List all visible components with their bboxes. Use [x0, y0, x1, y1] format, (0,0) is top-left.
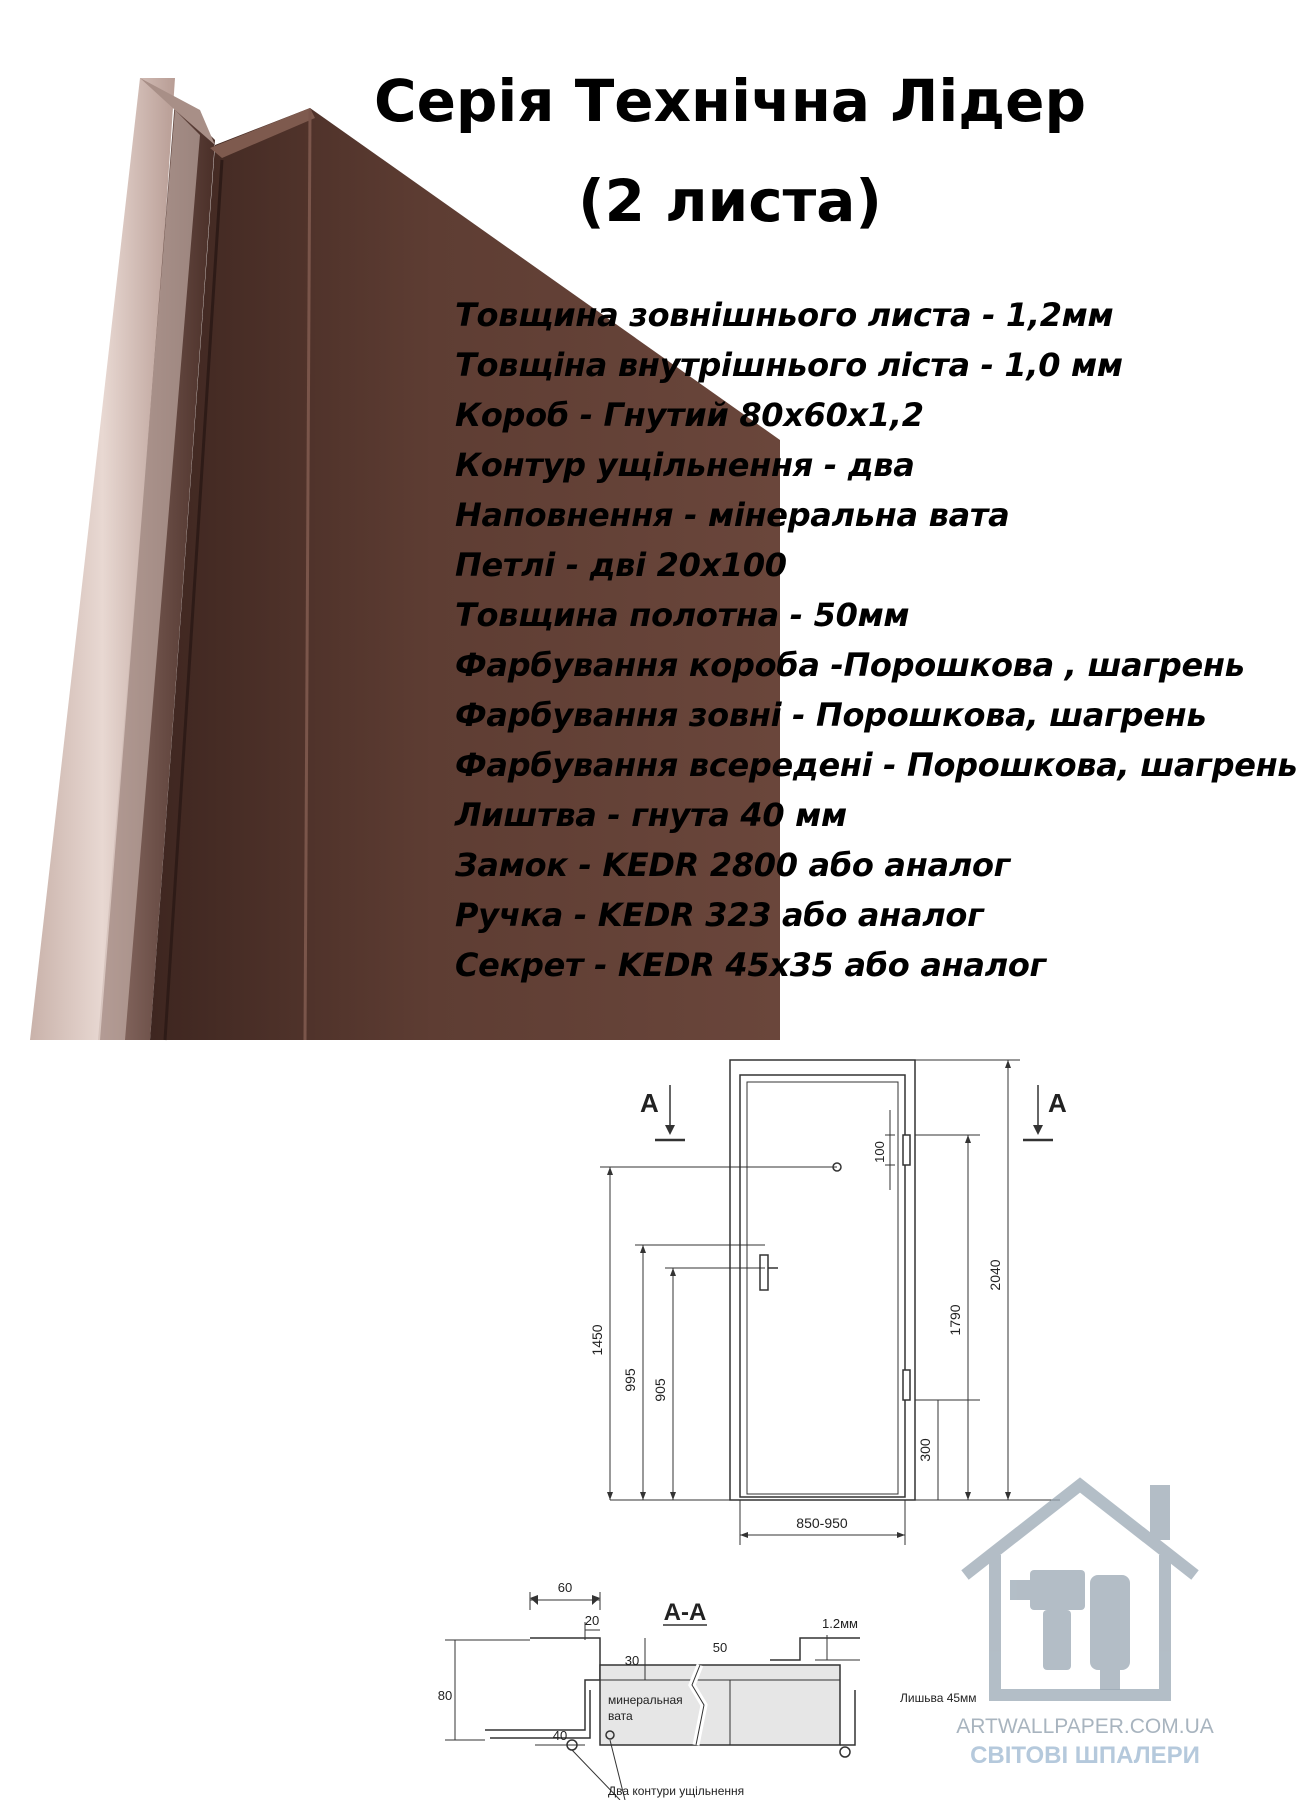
- seals-label: Два контури ущільнення: [608, 1784, 745, 1798]
- dim-20: 20: [584, 1613, 600, 1628]
- spec-item: Лиштва - гнута 40 мм: [455, 796, 847, 834]
- dim-hinge-top: 100: [872, 1141, 887, 1163]
- spec-item: Замок - KEDR 2800 або аналог: [455, 846, 1011, 884]
- section-mark-right: A: [1048, 1088, 1067, 1118]
- dim-hinge-span: 1790: [947, 1304, 963, 1336]
- watermark-tagline: СВІТОВІ ШПАЛЕРИ: [970, 1742, 1200, 1769]
- spec-item: Товщіна внутрішнього ліста - 1,0 мм: [455, 346, 1123, 384]
- dim-sheet-thickness: 1.2мм: [822, 1616, 858, 1631]
- wool-label-line2: вата: [608, 1709, 633, 1723]
- wool-label: минеральная: [608, 1693, 683, 1707]
- dim-total-height: 2040: [987, 1259, 1003, 1291]
- dim-50: 50: [712, 1640, 728, 1655]
- page-subtitle: (2 листа): [578, 167, 882, 235]
- spec-item: Короб - Гнутий 80х60х1,2: [455, 396, 924, 434]
- dim-peephole-height: 1450: [589, 1324, 605, 1356]
- spec-item: Фарбування короба -Порошкова , шагрень: [455, 646, 1245, 684]
- dim-hinge-bottom: 300: [917, 1438, 933, 1462]
- section-title: А-А: [663, 1599, 707, 1626]
- casing-label: Лишьва 45мм: [900, 1691, 977, 1705]
- spec-item: Товщина полотна - 50мм: [455, 596, 910, 634]
- spec-item: Фарбування зовні - Порошкова, шагрень: [455, 696, 1207, 734]
- spec-item: Ручка - KEDR 323 або аналог: [455, 896, 984, 934]
- dim-lock-height: 995: [622, 1368, 638, 1392]
- page-title: Серія Технічна Лідер: [374, 67, 1086, 135]
- dim-40: 40: [552, 1728, 568, 1743]
- spec-item: Фарбування всередені - Порошкова, шагрень: [455, 746, 1297, 784]
- spec-item: Товщина зовнішнього листа - 1,2мм: [455, 296, 1114, 334]
- spec-item: Контур ущільнення - два: [455, 446, 915, 484]
- dim-handle-height: 905: [652, 1378, 668, 1402]
- dim-60: 60: [557, 1580, 573, 1595]
- dim-80: 80: [437, 1688, 453, 1703]
- watermark-site: ARTWALLPAPER.COM.UA: [956, 1715, 1214, 1738]
- section-mark-left: A: [640, 1088, 659, 1118]
- dim-30: 30: [624, 1653, 640, 1668]
- door-frame-outline: [730, 1060, 915, 1500]
- spec-item: Наповнення - мінеральна вата: [455, 496, 1010, 534]
- spec-list: [455, 290, 1297, 990]
- handle-marker: [760, 1255, 768, 1290]
- dim-width: 850-950: [796, 1515, 848, 1531]
- spec-item: Секрет - KEDR 45х35 або аналог: [455, 946, 1046, 984]
- spec-item: Петлі - дві 20х100: [455, 546, 787, 584]
- watermark-logo: [935, 1465, 1235, 1775]
